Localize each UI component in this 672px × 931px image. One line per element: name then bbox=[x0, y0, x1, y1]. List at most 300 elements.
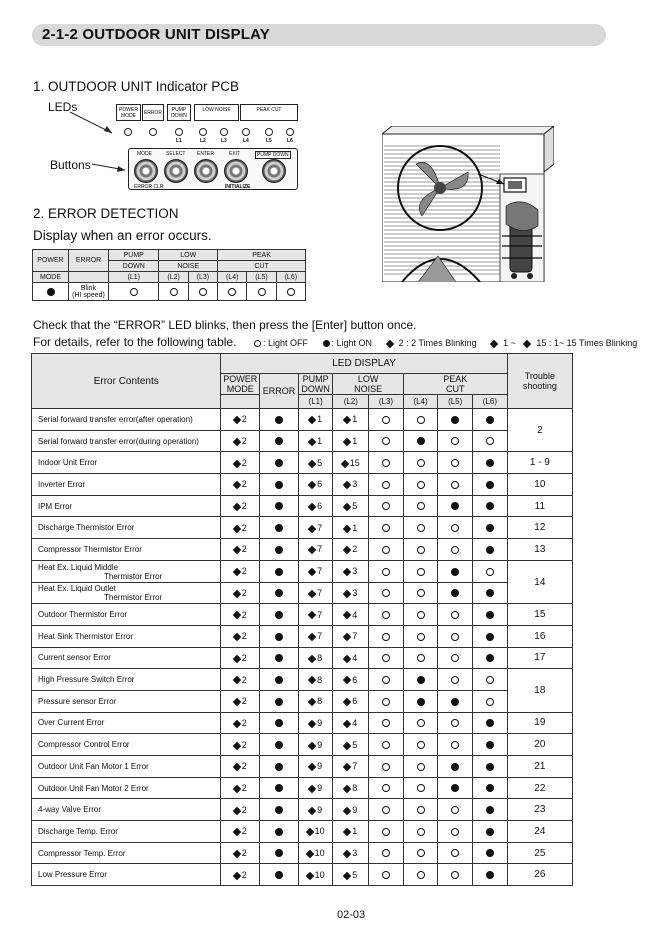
l4-cell bbox=[403, 690, 438, 712]
blink-diamond-icon bbox=[308, 416, 316, 424]
blink-diamond-icon bbox=[305, 871, 313, 879]
power-mode-cell: 2 bbox=[221, 625, 260, 647]
l4-cell bbox=[403, 756, 438, 778]
blink-diamond-icon bbox=[308, 524, 316, 532]
power-mode-cell: 2 bbox=[221, 777, 260, 799]
led-on-icon bbox=[486, 459, 494, 467]
led-off-icon bbox=[417, 633, 425, 641]
l5-cell bbox=[438, 582, 473, 604]
head-error: ERROR bbox=[260, 374, 299, 409]
led-off-icon bbox=[451, 633, 459, 641]
l1-cell: 7 bbox=[298, 517, 333, 539]
led-off-icon bbox=[382, 611, 390, 619]
led-on-icon bbox=[486, 741, 494, 749]
l3-cell bbox=[369, 604, 404, 626]
section2-subheading: Display when an error occurs. bbox=[33, 228, 212, 243]
error-led-cell bbox=[260, 799, 299, 821]
error-led-cell bbox=[260, 560, 299, 582]
sm-head-l5: (L5) bbox=[247, 272, 276, 283]
table-row bbox=[32, 756, 573, 778]
l1-cell: 8 bbox=[298, 690, 333, 712]
blink-diamond-icon bbox=[343, 546, 351, 554]
table-row bbox=[32, 864, 573, 886]
blink-diamond-icon bbox=[308, 676, 316, 684]
led-off-icon bbox=[382, 524, 390, 532]
btn-label-enter: ENTER bbox=[197, 151, 214, 157]
l4-cell bbox=[403, 777, 438, 799]
section1-heading: 1. OUTDOOR UNIT Indicator PCB bbox=[33, 79, 240, 94]
error-name-cell: Discharge Temp. Error bbox=[32, 821, 221, 843]
l3-cell bbox=[369, 690, 404, 712]
power-mode-cell: 2 bbox=[221, 560, 260, 582]
l3-cell bbox=[369, 560, 404, 582]
error-contents-table bbox=[31, 353, 573, 886]
l1-cell: 7 bbox=[298, 604, 333, 626]
led-label-l6: L6 bbox=[287, 138, 293, 144]
led-on-icon bbox=[486, 546, 494, 554]
legend-off: : Light OFF bbox=[254, 338, 314, 348]
l3-cell bbox=[369, 474, 404, 496]
sm-cell-l5 bbox=[247, 283, 276, 301]
blink-diamond-icon bbox=[233, 655, 241, 663]
l2-cell: 9 bbox=[333, 799, 369, 821]
select-button-knob bbox=[164, 159, 188, 183]
led-on-icon bbox=[275, 502, 283, 510]
table-row bbox=[32, 690, 573, 712]
power-mode-cell: 2 bbox=[221, 539, 260, 561]
power-mode-cell: 2 bbox=[221, 842, 260, 864]
l5-cell bbox=[438, 625, 473, 647]
led-off-icon bbox=[382, 698, 390, 706]
led-error bbox=[149, 128, 157, 136]
legend-diamond-icon bbox=[490, 339, 498, 347]
led-off-icon bbox=[451, 546, 459, 554]
blink-diamond-icon bbox=[233, 568, 241, 576]
sm-head-power: POWER bbox=[33, 250, 69, 272]
error-name-cell: Current sensor Error bbox=[32, 647, 221, 669]
l5-cell bbox=[438, 821, 473, 843]
sm-cell-l6 bbox=[276, 283, 305, 301]
led-on-icon bbox=[275, 828, 283, 836]
trouble-shooting-cell: 17 bbox=[507, 647, 572, 669]
l5-cell bbox=[438, 712, 473, 734]
sm-head-l4: (L4) bbox=[218, 272, 247, 283]
instruction-line-1: Check that the “ERROR” LED blinks, then press the [Enter] button once. bbox=[33, 318, 417, 332]
led-off-icon bbox=[382, 871, 390, 879]
led-on-icon bbox=[275, 437, 283, 445]
error-name-cell: Compressor Thermistor Error bbox=[32, 539, 221, 561]
error-table-body bbox=[32, 409, 573, 886]
table-row bbox=[32, 409, 573, 431]
l1-cell: 1 bbox=[298, 409, 333, 431]
led-off-icon bbox=[382, 763, 390, 771]
sm-cell-l4 bbox=[218, 283, 247, 301]
error-led-cell bbox=[260, 452, 299, 474]
error-led-cell bbox=[260, 690, 299, 712]
error-led-cell bbox=[260, 734, 299, 756]
led-on-icon bbox=[486, 763, 494, 771]
blink-diamond-icon bbox=[343, 806, 351, 814]
blink-diamond-icon bbox=[233, 698, 241, 706]
led-on-icon bbox=[486, 481, 494, 489]
l4-cell bbox=[403, 734, 438, 756]
table-row bbox=[32, 582, 573, 604]
led-on-icon bbox=[451, 502, 459, 510]
led-on-icon bbox=[486, 654, 494, 662]
error-name-cell: Over Current Error bbox=[32, 712, 221, 734]
blink-diamond-icon bbox=[308, 633, 316, 641]
l6-cell bbox=[473, 821, 508, 843]
error-led-cell bbox=[260, 604, 299, 626]
btn-label-pump-down: PUMP DOWN bbox=[257, 152, 289, 158]
blink-diamond-icon bbox=[308, 720, 316, 728]
error-name-cell: Inverter Error bbox=[32, 474, 221, 496]
l1-cell: 10 bbox=[298, 821, 333, 843]
l6-cell bbox=[473, 625, 508, 647]
table-row bbox=[32, 669, 573, 691]
table-row bbox=[32, 430, 573, 452]
l6-cell bbox=[473, 690, 508, 712]
error-name-cell: Serial forward transfer error(after operation) bbox=[32, 409, 221, 431]
led-off-icon bbox=[417, 502, 425, 510]
led-off-icon bbox=[417, 741, 425, 749]
enter-button-knob bbox=[194, 159, 218, 183]
l2-cell: 7 bbox=[333, 756, 369, 778]
sm-cell-blink: Blink bbox=[80, 284, 97, 292]
led-on-icon bbox=[451, 763, 459, 771]
led-off-icon bbox=[382, 437, 390, 445]
error-led-cell bbox=[260, 756, 299, 778]
led-l4 bbox=[242, 128, 250, 136]
blink-diamond-icon bbox=[233, 633, 241, 641]
head-l6: (L6) bbox=[473, 395, 508, 409]
power-mode-cell: 2 bbox=[221, 430, 260, 452]
error-led-cell bbox=[260, 582, 299, 604]
l6-cell bbox=[473, 452, 508, 474]
led-off-icon bbox=[417, 546, 425, 554]
blink-diamond-icon bbox=[233, 850, 241, 858]
trouble-shooting-cell: 10 bbox=[507, 474, 572, 496]
l5-cell bbox=[438, 495, 473, 517]
led-off-icon bbox=[382, 828, 390, 836]
l4-cell bbox=[403, 452, 438, 474]
head-l3: (L3) bbox=[369, 395, 404, 409]
l1-cell: 10 bbox=[298, 864, 333, 886]
l6-cell bbox=[473, 474, 508, 496]
trouble-shooting-cell: 13 bbox=[507, 539, 572, 561]
blink-diamond-icon bbox=[233, 503, 241, 511]
power-mode-cell: 2 bbox=[221, 821, 260, 843]
blink-diamond-icon bbox=[308, 655, 316, 663]
l4-cell bbox=[403, 560, 438, 582]
led-off-icon bbox=[486, 437, 494, 445]
l4-cell bbox=[403, 474, 438, 496]
led-on-icon bbox=[275, 611, 283, 619]
legend-range: 1 ~ 15 : 1~ 15 Times Blinking bbox=[491, 338, 643, 348]
led-on-icon bbox=[275, 784, 283, 792]
power-mode-cell: 2 bbox=[221, 495, 260, 517]
error-name-cell: Compressor Control Error bbox=[32, 734, 221, 756]
l2-cell: 3 bbox=[333, 842, 369, 864]
indicator-pcb bbox=[114, 98, 302, 190]
l4-cell bbox=[403, 647, 438, 669]
led-off-icon bbox=[417, 416, 425, 424]
blink-diamond-icon bbox=[308, 503, 316, 511]
blink-diamond-icon bbox=[233, 828, 241, 836]
l6-cell bbox=[473, 712, 508, 734]
led-on-icon bbox=[275, 741, 283, 749]
l5-cell bbox=[438, 777, 473, 799]
led-off-icon bbox=[451, 719, 459, 727]
error-indicator-table bbox=[32, 249, 306, 301]
blink-diamond-icon bbox=[233, 481, 241, 489]
l6-cell bbox=[473, 777, 508, 799]
table-row bbox=[32, 734, 573, 756]
blink-diamond-icon bbox=[308, 741, 316, 749]
error-name-cell: Discharge Thermistor Error bbox=[32, 517, 221, 539]
blink-diamond-icon bbox=[233, 871, 241, 879]
head-pump-down: PUMP DOWN bbox=[298, 374, 333, 395]
blink-diamond-icon bbox=[233, 785, 241, 793]
error-name-cell: Outdoor Unit Fan Motor 2 Error bbox=[32, 777, 221, 799]
blink-diamond-icon bbox=[343, 741, 351, 749]
l1-cell: 6 bbox=[298, 474, 333, 496]
l1-cell: 5 bbox=[298, 452, 333, 474]
trouble-shooting-cell: 15 bbox=[507, 604, 572, 626]
table-row bbox=[32, 821, 573, 843]
power-mode-cell: 2 bbox=[221, 409, 260, 431]
l2-cell: 7 bbox=[333, 625, 369, 647]
mode-button-knob bbox=[134, 159, 158, 183]
pcb-box-peak-cut: PEAK CUT bbox=[240, 104, 298, 121]
error-led-cell bbox=[260, 539, 299, 561]
l2-cell: 15 bbox=[333, 452, 369, 474]
l5-cell bbox=[438, 474, 473, 496]
led-label-l2: L2 bbox=[200, 138, 206, 144]
l2-cell: 6 bbox=[333, 690, 369, 712]
blink-diamond-icon bbox=[343, 698, 351, 706]
led-off-icon bbox=[451, 806, 459, 814]
led-on-icon bbox=[275, 763, 283, 771]
head-l5: (L5) bbox=[438, 395, 473, 409]
trouble-shooting-cell: 22 bbox=[507, 777, 572, 799]
led-on-icon bbox=[451, 784, 459, 792]
l3-cell bbox=[369, 864, 404, 886]
led-on-icon bbox=[275, 589, 283, 597]
l3-cell bbox=[369, 842, 404, 864]
power-mode-cell: 2 bbox=[221, 517, 260, 539]
table-row bbox=[32, 604, 573, 626]
blink-diamond-icon bbox=[308, 698, 316, 706]
pump-down-button-knob bbox=[262, 159, 286, 183]
error-led-cell bbox=[260, 777, 299, 799]
l2-cell: 8 bbox=[333, 777, 369, 799]
l3-cell bbox=[369, 625, 404, 647]
sm-head-l3: (L3) bbox=[188, 272, 217, 283]
l2-cell: 1 bbox=[333, 517, 369, 539]
error-name-cell: Outdoor Thermistor Error bbox=[32, 604, 221, 626]
error-led-cell bbox=[260, 430, 299, 452]
l1-cell: 9 bbox=[298, 777, 333, 799]
led-off-icon bbox=[451, 611, 459, 619]
sm-head-l1: (L1) bbox=[109, 272, 159, 283]
l6-cell bbox=[473, 582, 508, 604]
led-l1 bbox=[175, 128, 183, 136]
led-off-icon bbox=[417, 459, 425, 467]
l4-cell bbox=[403, 495, 438, 517]
l6-cell bbox=[473, 539, 508, 561]
led-off-icon bbox=[451, 849, 459, 857]
led-off-icon bbox=[451, 871, 459, 879]
led-on-icon bbox=[486, 502, 494, 510]
sm-head-pump: PUMP bbox=[109, 250, 159, 261]
led-off-icon bbox=[417, 806, 425, 814]
trouble-shooting-cell: 25 bbox=[507, 842, 572, 864]
blink-diamond-icon bbox=[233, 741, 241, 749]
led-off-icon bbox=[382, 481, 390, 489]
led-on-icon bbox=[275, 481, 283, 489]
trouble-shooting-cell: 14 bbox=[507, 560, 572, 603]
l1-cell: 9 bbox=[298, 712, 333, 734]
led-on-icon bbox=[275, 568, 283, 576]
trouble-shooting-cell: 23 bbox=[507, 799, 572, 821]
l4-cell bbox=[403, 409, 438, 431]
blink-diamond-icon bbox=[233, 416, 241, 424]
l2-cell: 6 bbox=[333, 669, 369, 691]
power-mode-cell: 2 bbox=[221, 452, 260, 474]
l3-cell bbox=[369, 777, 404, 799]
led-l6 bbox=[286, 128, 294, 136]
blink-diamond-icon bbox=[233, 611, 241, 619]
l3-cell bbox=[369, 539, 404, 561]
blink-diamond-icon bbox=[343, 828, 351, 836]
blink-diamond-icon bbox=[343, 589, 351, 597]
sm-cell-error bbox=[69, 283, 109, 301]
l2-cell: 3 bbox=[333, 582, 369, 604]
error-name-cell: Indoor Unit Error bbox=[32, 452, 221, 474]
table-row bbox=[32, 452, 573, 474]
led-off-icon bbox=[382, 589, 390, 597]
btn-sub-initialize: INITIALIZE bbox=[225, 184, 251, 190]
led-on-icon bbox=[486, 589, 494, 597]
error-name-cell: Compressor Temp. Error bbox=[32, 842, 221, 864]
sm-head-l2: (L2) bbox=[159, 272, 188, 283]
legend bbox=[254, 338, 649, 348]
l3-cell bbox=[369, 452, 404, 474]
l2-cell: 5 bbox=[333, 864, 369, 886]
led-on-icon bbox=[275, 654, 283, 662]
l4-cell bbox=[403, 799, 438, 821]
l6-cell bbox=[473, 517, 508, 539]
error-led-cell bbox=[260, 474, 299, 496]
led-on-icon bbox=[275, 698, 283, 706]
led-on-icon bbox=[275, 416, 283, 424]
table-row bbox=[32, 517, 573, 539]
led-off-icon bbox=[382, 546, 390, 554]
l2-cell: 4 bbox=[333, 712, 369, 734]
pcb-box-power-mode: POWER MODE bbox=[116, 104, 141, 121]
l3-cell bbox=[369, 756, 404, 778]
trouble-shooting-cell: 16 bbox=[507, 625, 572, 647]
error-led-cell bbox=[260, 864, 299, 886]
led-on-icon bbox=[486, 849, 494, 857]
power-mode-cell: 2 bbox=[221, 690, 260, 712]
led-on-icon bbox=[451, 589, 459, 597]
led-off-icon bbox=[382, 806, 390, 814]
led-off-icon bbox=[417, 784, 425, 792]
blink-diamond-icon bbox=[233, 589, 241, 597]
head-l1: (L1) bbox=[298, 395, 333, 409]
table-row bbox=[32, 647, 573, 669]
l5-cell bbox=[438, 430, 473, 452]
led-on-icon bbox=[275, 459, 283, 467]
led-off-icon bbox=[417, 524, 425, 532]
l1-cell: 7 bbox=[298, 539, 333, 561]
l2-cell: 3 bbox=[333, 474, 369, 496]
led-off-icon bbox=[382, 459, 390, 467]
l5-cell bbox=[438, 560, 473, 582]
sm-cell-l3 bbox=[188, 283, 217, 301]
led-off-icon bbox=[451, 481, 459, 489]
leds-label: LEDs bbox=[48, 100, 78, 114]
blink-diamond-icon bbox=[233, 524, 241, 532]
trouble-shooting-cell: 21 bbox=[507, 756, 572, 778]
head-power-mode: POWER MODE bbox=[221, 374, 260, 395]
l6-cell bbox=[473, 560, 508, 582]
blink-diamond-icon bbox=[343, 568, 351, 576]
led-on-icon bbox=[451, 568, 459, 576]
sm-cell-l2 bbox=[159, 283, 188, 301]
error-led-cell bbox=[260, 712, 299, 734]
l5-cell bbox=[438, 864, 473, 886]
l1-cell: 10 bbox=[298, 842, 333, 864]
sm-head-noise: NOISE bbox=[159, 261, 218, 272]
pcb-box-low-noise: LOW NOISE bbox=[194, 104, 239, 121]
blink-diamond-icon bbox=[233, 438, 241, 446]
l3-cell bbox=[369, 495, 404, 517]
led-off-icon bbox=[486, 698, 494, 706]
trouble-shooting-cell: 12 bbox=[507, 517, 572, 539]
l2-cell: 3 bbox=[333, 560, 369, 582]
pcb-box-error: ERROR bbox=[142, 104, 164, 121]
btn-label-select: SELECT bbox=[166, 151, 186, 157]
l5-cell bbox=[438, 690, 473, 712]
led-off-icon bbox=[451, 437, 459, 445]
led-off-icon bbox=[417, 589, 425, 597]
led-off-icon bbox=[451, 741, 459, 749]
l5-cell bbox=[438, 647, 473, 669]
l2-cell: 1 bbox=[333, 430, 369, 452]
error-name-cell: IPM Error bbox=[32, 495, 221, 517]
blink-diamond-icon bbox=[305, 828, 313, 836]
led-off-icon bbox=[417, 611, 425, 619]
l1-cell: 9 bbox=[298, 734, 333, 756]
pcb-button-area bbox=[128, 148, 298, 190]
l5-cell bbox=[438, 604, 473, 626]
l6-cell bbox=[473, 430, 508, 452]
led-power-mode bbox=[124, 128, 132, 136]
table-row bbox=[32, 625, 573, 647]
l2-cell: 4 bbox=[333, 604, 369, 626]
section2-heading: 2. ERROR DETECTION bbox=[33, 206, 179, 221]
error-name-cell: Heat Ex. Liquid Middle Thermistor Error bbox=[32, 560, 221, 582]
page-title: 2-1-2 OUTDOOR UNIT DISPLAY bbox=[42, 26, 271, 43]
l6-cell bbox=[473, 409, 508, 431]
error-name-cell: Heat Sink Thermistor Error bbox=[32, 625, 221, 647]
led-off-icon bbox=[451, 524, 459, 532]
l5-cell bbox=[438, 452, 473, 474]
l2-cell: 5 bbox=[333, 495, 369, 517]
